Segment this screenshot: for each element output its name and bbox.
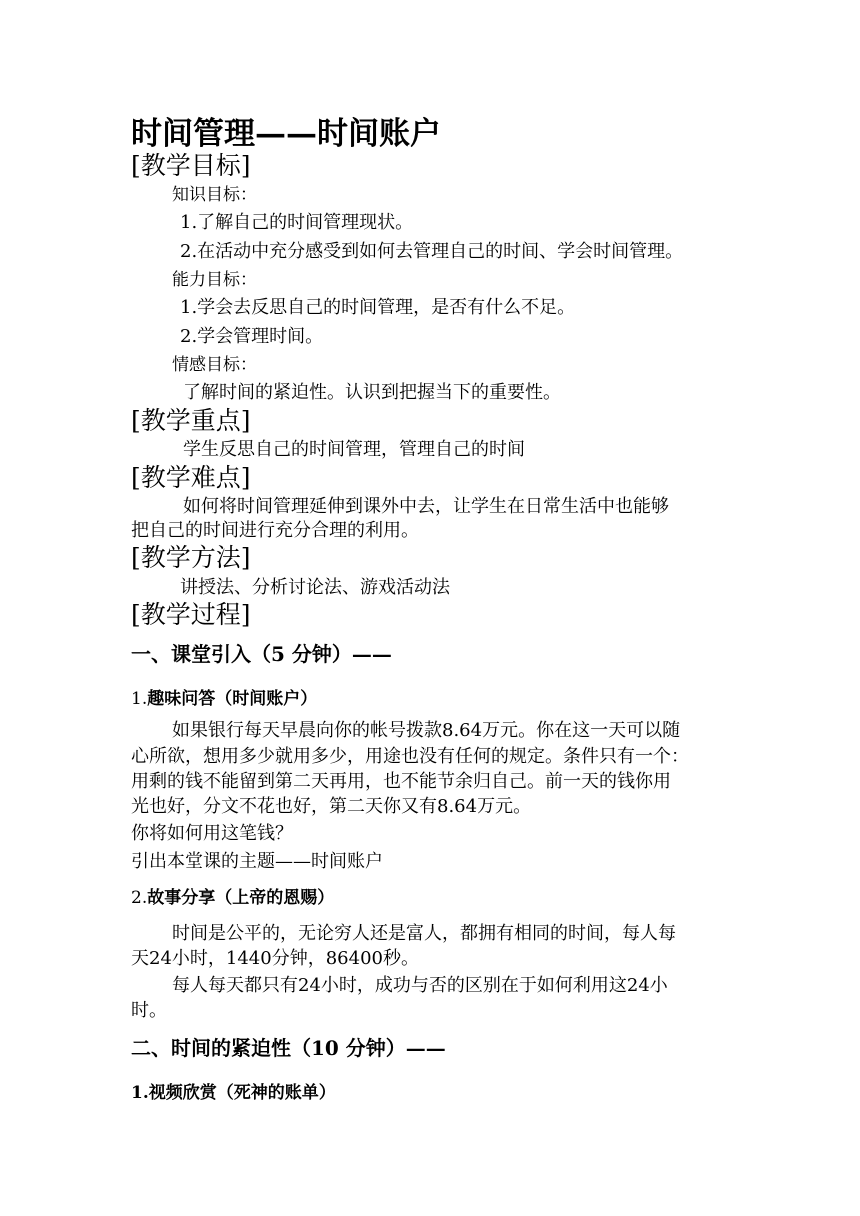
- section-heading-difficulties: [教学难点]: [131, 463, 251, 492]
- process-part-heading: 一、课堂引入（5 分钟）——: [131, 642, 392, 666]
- ability-objective-item: 1.学会去反思自己的时间管理，是否有什么不足。: [180, 297, 576, 318]
- key-points-text: 学生反思自己的时间管理，管理自己的时间: [183, 439, 525, 460]
- subheading-text: 故事分享（上帝的恩赐）: [147, 888, 335, 908]
- process-subheading: 1.视频欣赏（死神的账单）: [131, 1083, 336, 1103]
- process-part-heading: 二、时间的紧迫性（10 分钟）——: [131, 1036, 446, 1060]
- paragraph-line: 心所欲，想用多少就用多少，用途也没有任何的规定。条件只有一个：: [131, 746, 689, 767]
- paragraph-line: 时间是公平的，无论穷人还是富人，都拥有相同的时间，每人每: [172, 923, 676, 944]
- methods-text: 讲授法、分析讨论法、游戏活动法: [180, 577, 450, 598]
- ability-objectives-label: 能力目标：: [172, 270, 257, 290]
- knowledge-objectives-label: 知识目标：: [172, 185, 257, 205]
- process-subheading: [131, 684, 317, 709]
- lead-in-text: 引出本堂课的主题——时间账户: [131, 851, 383, 872]
- paragraph-line: 每人每天都只有24小时，成功与否的区别在于如何利用这24小: [172, 975, 668, 996]
- emotion-objectives-label: 情感目标：: [172, 355, 257, 375]
- paragraph-line: 用剩的钱不能留到第二天再用，也不能节余归自己。前一天的钱你用: [131, 771, 671, 792]
- knowledge-objective-item: 2.在活动中充分感受到如何去管理自己的时间、学会时间管理。: [180, 241, 684, 262]
- section-heading-methods: [教学方法]: [131, 543, 251, 572]
- question-text: 你将如何用这笔钱？: [131, 823, 293, 844]
- paragraph-line: 光也好，分文不花也好，第二天你又有8.64万元。: [131, 796, 532, 817]
- subheading-number: 2.: [131, 888, 148, 908]
- paragraph-line: 如果银行每天早晨向你的帐号拨款8.64万元。你在这一天可以随: [172, 720, 681, 741]
- process-subheading: [131, 883, 334, 908]
- section-heading-key-points: [教学重点]: [131, 406, 251, 435]
- section-heading-process: [教学过程]: [131, 600, 251, 629]
- paragraph-line: 时。: [131, 1000, 167, 1021]
- section-heading-objectives: [教学目标]: [131, 151, 251, 180]
- ability-objective-item: 2.学会管理时间。: [180, 326, 324, 347]
- emotion-objective-text: 了解时间的紧迫性。认识到把握当下的重要性。: [183, 382, 561, 403]
- difficulties-line: 把自己的时间进行充分合理的利用。: [131, 520, 419, 541]
- subheading-text: 趣味问答（时间账户）: [147, 689, 318, 709]
- document-title: 时间管理——时间账户: [131, 116, 441, 152]
- subheading-number: 1.: [131, 689, 148, 709]
- knowledge-objective-item: 1.了解自己的时间管理现状。: [180, 212, 414, 233]
- difficulties-line: 如何将时间管理延伸到课外中去，让学生在日常生活中也能够: [183, 496, 669, 517]
- paragraph-line: 天24小时，1440分钟，86400秒。: [131, 948, 419, 969]
